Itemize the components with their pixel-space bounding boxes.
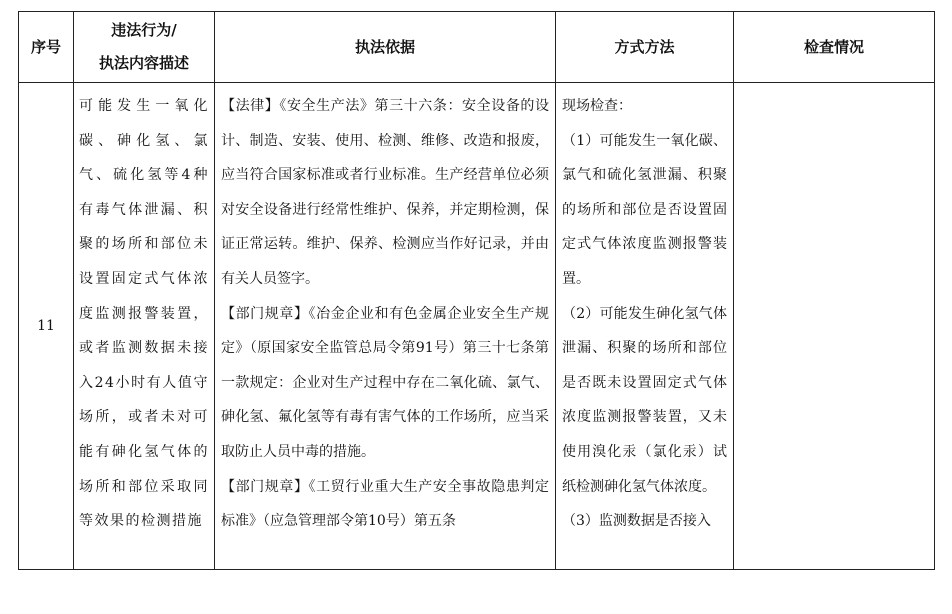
header-method: 方式方法 [556,12,734,83]
basis-tag: 【部门规章】 [221,478,309,495]
method-paragraph: （3）监测数据是否接入 [562,513,711,530]
header-description [74,12,215,83]
basis-content: 《工贸行业重大生产安全事故隐患判定标准》（应急管理部令第10号）第五条 [221,478,550,530]
basis-tag: 【法律】 [221,98,280,114]
basis-paragraph [221,297,549,470]
cell-basis [215,83,556,570]
basis-text [215,83,555,563]
method-paragraph: 现场检查： [562,98,632,114]
header-basis: 执法依据 [215,12,556,83]
cell-seq: 11 [19,83,74,570]
method-text [556,83,733,563]
basis-tag: 【部门规章】 [221,305,309,322]
method-paragraph: （1）可能发生一氧化碳、氯气和硫化氢泄漏、积聚的场所和部位是否设置固定式气体浓度监测报警装置。 [562,132,727,287]
header-seq: 序号 [19,12,74,83]
table-row [19,83,935,570]
basis-paragraph [221,470,549,539]
enforcement-table [18,11,935,570]
header-check: 检查情况 [734,12,935,83]
cell-method [556,83,734,570]
method-paragraph: （2）可能发生砷化氢气体泄漏、积聚的场所和部位是否既未设置固定式气体浓度监测报警装置，又未使用溴化汞（氯化汞）试纸检测砷化氢气体浓度。 [562,305,727,495]
header-row [19,12,935,83]
header-description-line2: 执法内容描述 [98,54,189,72]
description-text: 可能发生一氧化碳、砷化氢、氯气、硫化氢等4种有毒气体泄漏、积聚的场所和部位未设置固定式气体浓度监测报警装置，或者监测数据未接入24小时有人值守场所，或者未对可能有砷化氢气体的场所和部位采取同等效果的检测措施 [79,98,209,530]
basis-paragraph [221,89,549,297]
basis-content: 《冶金企业和有色金属企业安全生产规定》（原国家安全监管总局令第91号）第三十七条第一款规定：企业对生产过程中存在二氧化硫、氯气、砷化氢、氟化氢等有毒有害气体的工作场所，应当采取防止人员中毒的措施。 [221,305,550,460]
cell-check [734,83,935,570]
basis-content: 《安全生产法》第三十六条：安全设备的设计、制造、安装、使用、检测、维修、改造和报废，应当符合国家标准或者行业标准。生产经营单位必须对安全设备进行经常性维护、保养，并定期检测，保证正常运转。维护、保养、检测应当作好记录，并由有关人员签字。 [221,98,550,287]
cell-description [74,83,215,570]
header-description-line1: 违法行为/ [111,21,177,39]
